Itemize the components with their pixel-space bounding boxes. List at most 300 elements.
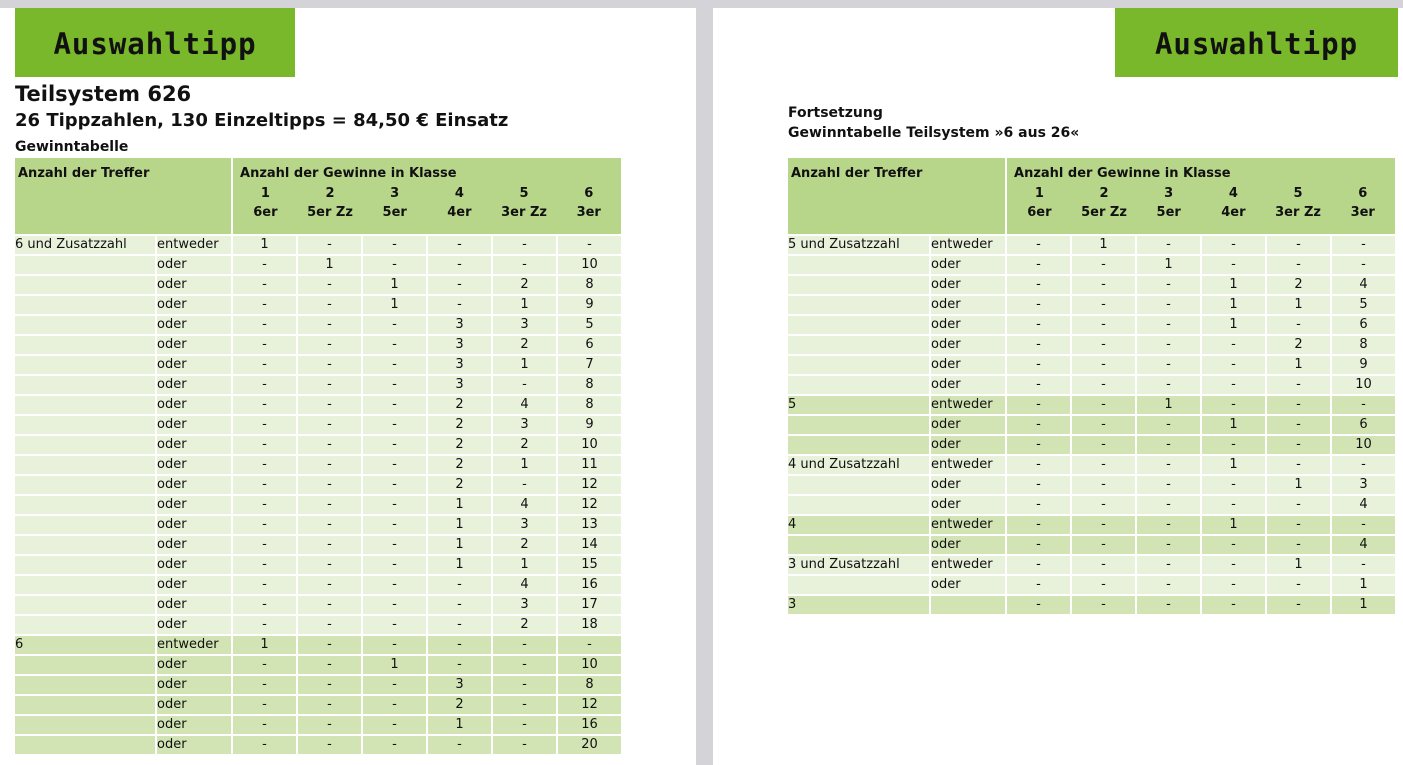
class-number: 1	[1034, 186, 1044, 201]
value-cell: 3	[492, 595, 557, 615]
value-cell: -	[427, 635, 492, 655]
value-cell: -	[1266, 415, 1331, 435]
treffer-cell	[15, 695, 156, 715]
value-cell: -	[1136, 315, 1201, 335]
value-cell: -	[362, 355, 427, 375]
treffer-cell	[15, 735, 156, 755]
value-cell: 6	[1331, 415, 1396, 435]
value-cell: -	[427, 615, 492, 635]
value-cell: 1	[1266, 295, 1331, 315]
mode-cell: oder	[930, 575, 1006, 595]
mode-cell: oder	[930, 335, 1006, 355]
table-row	[15, 315, 622, 335]
treffer-cell	[788, 495, 930, 515]
mode-cell: oder	[156, 535, 232, 555]
table-row	[15, 555, 622, 575]
value-cell: -	[1071, 355, 1136, 375]
class-number: 5	[1293, 186, 1303, 201]
class-label: 4er	[447, 205, 472, 220]
treffer-cell: 4	[788, 515, 930, 535]
value-cell: -	[297, 235, 362, 255]
value-cell: 1	[427, 535, 492, 555]
value-cell: 8	[1331, 335, 1396, 355]
mode-cell: entweder	[156, 235, 232, 255]
table-row	[15, 275, 622, 295]
value-cell: -	[232, 435, 297, 455]
value-cell: -	[362, 335, 427, 355]
mode-cell: entweder	[930, 455, 1006, 475]
treffer-cell: 6	[15, 635, 156, 655]
value-cell: 11	[557, 455, 622, 475]
value-cell: 1	[492, 455, 557, 475]
value-cell: -	[297, 655, 362, 675]
table-row	[15, 675, 622, 695]
value-cell: -	[1136, 435, 1201, 455]
value-cell: -	[297, 595, 362, 615]
treffer-cell	[15, 515, 156, 535]
value-cell: -	[557, 235, 622, 255]
value-cell: -	[232, 275, 297, 295]
table-row	[15, 475, 622, 495]
treffer-cell	[15, 415, 156, 435]
table-body	[788, 235, 1396, 615]
treffer-cell: 3	[788, 595, 930, 615]
table-row	[15, 615, 622, 635]
continuation-label: Fortsetzung	[788, 105, 883, 121]
value-cell: -	[297, 355, 362, 375]
value-cell: 1	[1201, 415, 1266, 435]
value-cell: -	[1201, 595, 1266, 615]
value-cell: -	[1136, 535, 1201, 555]
value-cell: 17	[557, 595, 622, 615]
mode-cell: oder	[156, 395, 232, 415]
value-cell: 9	[1331, 355, 1396, 375]
value-cell: -	[362, 555, 427, 575]
value-cell: 2	[492, 275, 557, 295]
header-treffer: Anzahl der Treffer	[788, 158, 1006, 235]
header-group-label: Anzahl der Gewinne in Klasse	[240, 166, 457, 181]
value-cell: 16	[557, 715, 622, 735]
value-cell: -	[1136, 475, 1201, 495]
value-cell: -	[1071, 335, 1136, 355]
value-cell: -	[362, 255, 427, 275]
table-row	[15, 415, 622, 435]
value-cell: 6	[1331, 315, 1396, 335]
value-cell: 1	[297, 255, 362, 275]
value-cell: -	[492, 235, 557, 255]
value-cell: -	[1071, 495, 1136, 515]
table-body	[15, 235, 622, 755]
table-row	[15, 355, 622, 375]
value-cell: -	[232, 295, 297, 315]
mode-cell: entweder	[930, 515, 1006, 535]
treffer-cell	[15, 375, 156, 395]
header-class-1	[1007, 184, 1072, 222]
value-cell: -	[1201, 235, 1266, 255]
value-cell: -	[232, 335, 297, 355]
value-cell: -	[1266, 435, 1331, 455]
value-cell: -	[492, 715, 557, 735]
value-cell: -	[427, 735, 492, 755]
page-right	[713, 8, 1403, 765]
treffer-cell: 5	[788, 395, 930, 415]
mode-cell: oder	[156, 595, 232, 615]
value-cell: -	[427, 275, 492, 295]
value-cell: -	[297, 695, 362, 715]
table-row	[15, 635, 622, 655]
treffer-cell	[15, 615, 156, 635]
value-cell: 1	[362, 275, 427, 295]
value-cell: 1	[427, 495, 492, 515]
table-row	[15, 395, 622, 415]
value-cell: -	[1201, 475, 1266, 495]
mode-cell: oder	[156, 275, 232, 295]
value-cell: -	[1071, 415, 1136, 435]
table-row	[788, 595, 1396, 615]
value-cell: -	[1071, 475, 1136, 495]
table-row	[15, 715, 622, 735]
class-label: 3er	[1350, 205, 1375, 220]
value-cell: -	[1006, 335, 1071, 355]
mode-cell: oder	[156, 315, 232, 335]
value-cell: -	[232, 375, 297, 395]
value-cell: -	[1071, 555, 1136, 575]
treffer-cell: 5 und Zusatzzahl	[788, 235, 930, 255]
value-cell: -	[1006, 375, 1071, 395]
value-cell: -	[427, 235, 492, 255]
mode-cell: oder	[156, 355, 232, 375]
value-cell: -	[1136, 555, 1201, 575]
class-number: 1	[260, 186, 270, 201]
treffer-cell	[15, 395, 156, 415]
value-cell: -	[1006, 295, 1071, 315]
value-cell: 3	[492, 315, 557, 335]
value-cell: -	[297, 455, 362, 475]
header-class-6	[556, 184, 621, 222]
table-row	[788, 395, 1396, 415]
treffer-cell	[15, 655, 156, 675]
value-cell: 1	[1201, 315, 1266, 335]
value-cell: -	[362, 495, 427, 515]
value-cell: -	[1136, 515, 1201, 535]
treffer-cell	[15, 555, 156, 575]
value-cell: -	[232, 395, 297, 415]
value-cell: -	[362, 635, 427, 655]
value-cell: 5	[1331, 295, 1396, 315]
treffer-cell	[15, 435, 156, 455]
value-cell: -	[1331, 235, 1396, 255]
value-cell: -	[297, 335, 362, 355]
mode-cell: oder	[930, 355, 1006, 375]
value-cell: 3	[427, 675, 492, 695]
table-row	[15, 575, 622, 595]
class-label: 3er	[576, 205, 601, 220]
value-cell: -	[1071, 595, 1136, 615]
value-cell: 3	[427, 335, 492, 355]
treffer-cell	[788, 475, 930, 495]
treffer-cell	[788, 375, 930, 395]
value-cell: -	[232, 695, 297, 715]
value-cell: -	[1006, 515, 1071, 535]
treffer-cell	[15, 575, 156, 595]
mode-cell: oder	[156, 715, 232, 735]
table-row	[788, 375, 1396, 395]
value-cell: -	[1201, 355, 1266, 375]
value-cell: -	[362, 455, 427, 475]
value-cell: -	[362, 475, 427, 495]
win-table	[788, 158, 1397, 616]
value-cell: -	[1201, 255, 1266, 275]
value-cell: 2	[1266, 335, 1331, 355]
table-row	[788, 355, 1396, 375]
value-cell: -	[297, 575, 362, 595]
header-columns	[233, 184, 621, 222]
header-class-4	[427, 184, 492, 222]
value-cell: -	[297, 415, 362, 435]
value-cell: -	[1071, 535, 1136, 555]
value-cell: 8	[557, 275, 622, 295]
table-row	[15, 455, 622, 475]
value-cell: 10	[557, 435, 622, 455]
value-cell: 4	[1331, 535, 1396, 555]
win-table	[15, 158, 623, 756]
value-cell: -	[297, 375, 362, 395]
class-number: 2	[1099, 186, 1109, 201]
mode-cell: oder	[156, 695, 232, 715]
value-cell: -	[297, 675, 362, 695]
value-cell: -	[297, 735, 362, 755]
value-cell: -	[362, 735, 427, 755]
class-label: 5er Zz	[1081, 205, 1127, 220]
value-cell: -	[297, 495, 362, 515]
value-cell: -	[1266, 535, 1331, 555]
mode-cell: oder	[930, 495, 1006, 515]
table-row	[15, 735, 622, 755]
value-cell: -	[362, 695, 427, 715]
table-row	[788, 435, 1396, 455]
class-number: 3	[390, 186, 400, 201]
value-cell: -	[492, 655, 557, 675]
mode-cell: oder	[156, 495, 232, 515]
value-cell: 1	[232, 235, 297, 255]
treffer-cell	[788, 415, 930, 435]
continuation-title: Gewinntabelle Teilsystem »6 aus 26«	[788, 125, 1080, 141]
value-cell: 2	[427, 415, 492, 435]
table-row	[15, 535, 622, 555]
value-cell: -	[1266, 255, 1331, 275]
value-cell: -	[1201, 395, 1266, 415]
treffer-cell: 3 und Zusatzzahl	[788, 555, 930, 575]
mode-cell: oder	[156, 555, 232, 575]
class-number: 5	[519, 186, 529, 201]
value-cell: -	[232, 415, 297, 435]
value-cell: -	[232, 615, 297, 635]
table-row	[15, 335, 622, 355]
class-label: 6er	[1027, 205, 1052, 220]
table-row	[15, 515, 622, 535]
banner-auswahltipp: Auswahltipp	[1115, 8, 1398, 77]
table-row	[15, 495, 622, 515]
value-cell: 10	[1331, 375, 1396, 395]
value-cell: 4	[492, 575, 557, 595]
value-cell: -	[232, 355, 297, 375]
treffer-cell	[788, 535, 930, 555]
table-row	[788, 575, 1396, 595]
value-cell: -	[1136, 575, 1201, 595]
table-row	[15, 295, 622, 315]
header-gewinne	[232, 158, 622, 235]
page-subtitle: 26 Tippzahlen, 130 Einzeltipps = 84,50 € Einsatz	[15, 110, 509, 131]
table-row	[788, 295, 1396, 315]
value-cell: 2	[427, 475, 492, 495]
value-cell: 2	[492, 615, 557, 635]
value-cell: 4	[1331, 495, 1396, 515]
value-cell: 12	[557, 495, 622, 515]
value-cell: -	[1136, 275, 1201, 295]
value-cell: -	[1331, 255, 1396, 275]
value-cell: 13	[557, 515, 622, 535]
value-cell: -	[297, 535, 362, 555]
value-cell: 1	[1331, 595, 1396, 615]
class-label: 6er	[253, 205, 278, 220]
value-cell: -	[1006, 495, 1071, 515]
value-cell: -	[297, 555, 362, 575]
value-cell: 8	[557, 675, 622, 695]
header-class-1	[233, 184, 298, 222]
value-cell: 2	[427, 395, 492, 415]
value-cell: -	[232, 255, 297, 275]
table-row	[788, 275, 1396, 295]
value-cell: -	[362, 535, 427, 555]
value-cell: -	[1136, 415, 1201, 435]
value-cell: -	[362, 515, 427, 535]
value-cell: 1	[1071, 235, 1136, 255]
mode-cell: oder	[930, 315, 1006, 335]
value-cell: -	[492, 695, 557, 715]
treffer-cell	[788, 255, 930, 275]
value-cell: -	[492, 675, 557, 695]
value-cell: -	[1071, 395, 1136, 415]
treffer-cell	[15, 295, 156, 315]
page-title: Teilsystem 626	[15, 82, 192, 106]
value-cell: -	[362, 315, 427, 335]
value-cell: 18	[557, 615, 622, 635]
value-cell: -	[557, 635, 622, 655]
value-cell: -	[1136, 495, 1201, 515]
value-cell: -	[1201, 435, 1266, 455]
value-cell: -	[1201, 375, 1266, 395]
value-cell: -	[362, 715, 427, 735]
value-cell: -	[362, 575, 427, 595]
mode-cell: oder	[930, 475, 1006, 495]
header-columns	[1007, 184, 1395, 222]
table-row	[15, 235, 622, 255]
treffer-cell	[15, 675, 156, 695]
class-number: 2	[325, 186, 335, 201]
value-cell: 2	[427, 455, 492, 475]
mode-cell: entweder	[930, 235, 1006, 255]
treffer-cell	[15, 495, 156, 515]
value-cell: -	[1331, 455, 1396, 475]
value-cell: 4	[1331, 275, 1396, 295]
value-cell: 2	[1266, 275, 1331, 295]
value-cell: -	[232, 475, 297, 495]
value-cell: 2	[427, 435, 492, 455]
table-row	[15, 375, 622, 395]
value-cell: 1	[427, 515, 492, 535]
header-class-6	[1330, 184, 1395, 222]
table-row	[788, 535, 1396, 555]
value-cell: -	[1266, 575, 1331, 595]
value-cell: 9	[557, 415, 622, 435]
value-cell: -	[1331, 555, 1396, 575]
value-cell: 10	[557, 655, 622, 675]
value-cell: -	[297, 515, 362, 535]
value-cell: -	[297, 315, 362, 335]
value-cell: -	[1136, 335, 1201, 355]
table-row	[788, 415, 1396, 435]
treffer-cell	[788, 435, 930, 455]
value-cell: 12	[557, 695, 622, 715]
treffer-cell	[15, 455, 156, 475]
value-cell: 1	[427, 555, 492, 575]
value-cell: 1	[492, 555, 557, 575]
treffer-cell	[15, 475, 156, 495]
value-cell: -	[1006, 595, 1071, 615]
value-cell: 1	[1266, 355, 1331, 375]
mode-cell: oder	[156, 415, 232, 435]
value-cell: 1	[1201, 275, 1266, 295]
value-cell: -	[1201, 555, 1266, 575]
value-cell: -	[427, 655, 492, 675]
value-cell: -	[362, 415, 427, 435]
class-label: 5er Zz	[307, 205, 353, 220]
value-cell: 3	[492, 415, 557, 435]
value-cell: -	[1136, 355, 1201, 375]
mode-cell: oder	[156, 455, 232, 475]
value-cell: 1	[1266, 475, 1331, 495]
header-class-2	[1072, 184, 1137, 222]
value-cell: -	[1071, 375, 1136, 395]
value-cell: -	[1006, 435, 1071, 455]
value-cell: 1	[1201, 515, 1266, 535]
treffer-cell	[15, 535, 156, 555]
value-cell: 1	[1266, 555, 1331, 575]
mode-cell: oder	[156, 615, 232, 635]
value-cell: -	[1071, 435, 1136, 455]
treffer-cell	[15, 335, 156, 355]
mode-cell: oder	[930, 255, 1006, 275]
table-row	[788, 455, 1396, 475]
table-row	[788, 335, 1396, 355]
page-left	[0, 8, 696, 765]
value-cell: 9	[557, 295, 622, 315]
mode-cell: oder	[156, 575, 232, 595]
value-cell: -	[1006, 235, 1071, 255]
value-cell: -	[297, 435, 362, 455]
value-cell: -	[232, 715, 297, 735]
mode-cell: oder	[930, 375, 1006, 395]
treffer-cell	[15, 275, 156, 295]
value-cell: 3	[427, 375, 492, 395]
value-cell: 20	[557, 735, 622, 755]
value-cell: -	[1201, 535, 1266, 555]
value-cell: -	[232, 515, 297, 535]
value-cell: 2	[427, 695, 492, 715]
value-cell: -	[1071, 315, 1136, 335]
header-treffer: Anzahl der Treffer	[15, 158, 232, 235]
header-class-4	[1201, 184, 1266, 222]
